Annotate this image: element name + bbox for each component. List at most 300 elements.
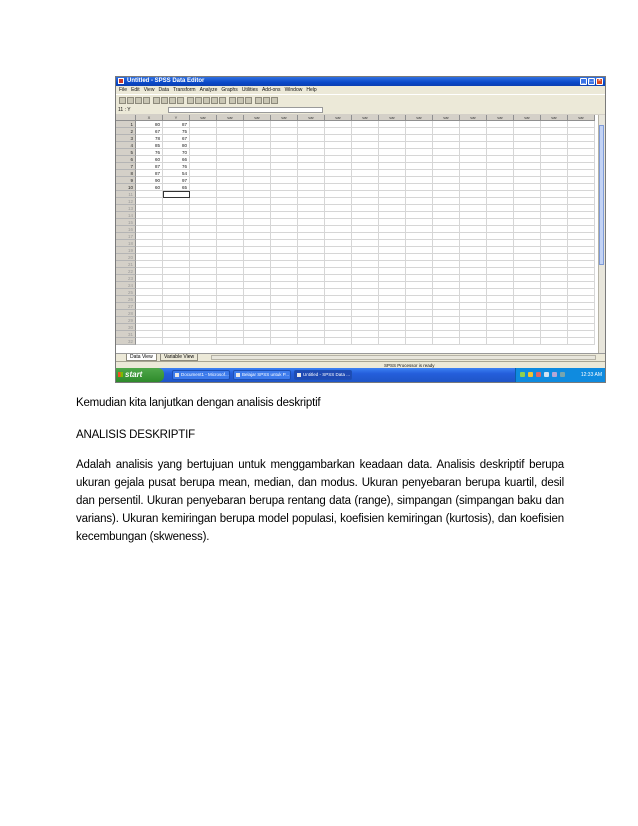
row-header[interactable]: 30 bbox=[116, 324, 136, 331]
data-cell[interactable] bbox=[163, 331, 190, 338]
data-cell[interactable] bbox=[298, 303, 325, 310]
data-cell[interactable] bbox=[190, 268, 217, 275]
data-cell[interactable] bbox=[325, 261, 352, 268]
data-cell[interactable] bbox=[514, 317, 541, 324]
data-cell[interactable] bbox=[514, 303, 541, 310]
data-cell[interactable] bbox=[514, 282, 541, 289]
data-cell[interactable] bbox=[460, 135, 487, 142]
row-header[interactable]: 16 bbox=[116, 226, 136, 233]
data-cell[interactable] bbox=[217, 121, 244, 128]
data-cell[interactable] bbox=[271, 205, 298, 212]
data-cell[interactable] bbox=[406, 303, 433, 310]
data-cell[interactable] bbox=[352, 324, 379, 331]
data-cell[interactable] bbox=[514, 219, 541, 226]
data-cell[interactable] bbox=[487, 135, 514, 142]
tab-variable-view[interactable]: Variable View bbox=[160, 354, 198, 361]
data-cell[interactable] bbox=[541, 226, 568, 233]
row-header[interactable]: 9 bbox=[116, 177, 136, 184]
row-header[interactable]: 20 bbox=[116, 254, 136, 261]
data-cell[interactable]: 80 bbox=[163, 142, 190, 149]
data-cell[interactable] bbox=[406, 205, 433, 212]
data-cell[interactable] bbox=[325, 247, 352, 254]
data-cell[interactable] bbox=[244, 324, 271, 331]
data-cell[interactable] bbox=[379, 191, 406, 198]
data-cell[interactable] bbox=[352, 289, 379, 296]
data-cell[interactable] bbox=[406, 324, 433, 331]
data-cell[interactable] bbox=[487, 198, 514, 205]
data-cell[interactable] bbox=[190, 135, 217, 142]
data-cell[interactable] bbox=[406, 149, 433, 156]
data-cell[interactable] bbox=[217, 135, 244, 142]
data-cell[interactable] bbox=[298, 177, 325, 184]
data-cell[interactable] bbox=[298, 282, 325, 289]
data-cell[interactable] bbox=[298, 324, 325, 331]
data-cell[interactable] bbox=[271, 170, 298, 177]
data-cell[interactable] bbox=[190, 163, 217, 170]
data-cell[interactable] bbox=[514, 163, 541, 170]
data-cell[interactable] bbox=[271, 212, 298, 219]
data-cell[interactable] bbox=[487, 247, 514, 254]
data-cell[interactable] bbox=[541, 331, 568, 338]
menu-item[interactable]: Utilities bbox=[241, 87, 258, 93]
data-cell[interactable] bbox=[271, 254, 298, 261]
data-cell[interactable] bbox=[190, 233, 217, 240]
data-cell[interactable] bbox=[514, 310, 541, 317]
data-cell[interactable] bbox=[541, 191, 568, 198]
column-header[interactable]: var bbox=[271, 115, 298, 121]
cell-edit-field[interactable] bbox=[168, 107, 323, 113]
data-cell[interactable] bbox=[487, 331, 514, 338]
data-cell[interactable] bbox=[541, 268, 568, 275]
data-cell[interactable] bbox=[568, 163, 595, 170]
data-cell[interactable] bbox=[460, 142, 487, 149]
data-cell[interactable] bbox=[406, 191, 433, 198]
data-cell[interactable] bbox=[244, 184, 271, 191]
data-cell[interactable] bbox=[379, 156, 406, 163]
data-cell[interactable] bbox=[379, 261, 406, 268]
data-cell[interactable] bbox=[514, 135, 541, 142]
data-cell[interactable] bbox=[568, 135, 595, 142]
row-header[interactable]: 26 bbox=[116, 296, 136, 303]
select-cases-icon[interactable] bbox=[237, 97, 244, 104]
data-cell[interactable] bbox=[487, 289, 514, 296]
data-cell[interactable] bbox=[514, 156, 541, 163]
data-cell[interactable]: 67 bbox=[136, 128, 163, 135]
row-header[interactable]: 8 bbox=[116, 170, 136, 177]
data-cell[interactable] bbox=[568, 177, 595, 184]
data-cell[interactable] bbox=[298, 135, 325, 142]
data-cell[interactable] bbox=[163, 317, 190, 324]
taskbar-item-spss[interactable] bbox=[294, 370, 352, 380]
data-cell[interactable] bbox=[325, 128, 352, 135]
data-cell[interactable] bbox=[163, 310, 190, 317]
data-cell[interactable] bbox=[325, 310, 352, 317]
data-cell[interactable]: 76 bbox=[136, 149, 163, 156]
data-cell[interactable] bbox=[190, 261, 217, 268]
data-cell[interactable] bbox=[244, 191, 271, 198]
print-icon[interactable] bbox=[135, 97, 142, 104]
data-cell[interactable] bbox=[190, 226, 217, 233]
data-cell[interactable] bbox=[433, 275, 460, 282]
data-cell[interactable] bbox=[487, 142, 514, 149]
data-cell[interactable] bbox=[271, 149, 298, 156]
data-cell[interactable] bbox=[352, 191, 379, 198]
data-cell[interactable] bbox=[325, 177, 352, 184]
data-cell[interactable] bbox=[541, 233, 568, 240]
data-cell[interactable] bbox=[487, 163, 514, 170]
data-cell[interactable] bbox=[379, 163, 406, 170]
row-header[interactable]: 25 bbox=[116, 289, 136, 296]
data-cell[interactable] bbox=[244, 156, 271, 163]
row-header[interactable]: 22 bbox=[116, 268, 136, 275]
split-file-icon[interactable] bbox=[219, 97, 226, 104]
data-cell[interactable] bbox=[433, 142, 460, 149]
data-cell[interactable] bbox=[136, 240, 163, 247]
data-cell[interactable] bbox=[163, 240, 190, 247]
data-cell[interactable] bbox=[433, 324, 460, 331]
data-cell[interactable] bbox=[433, 254, 460, 261]
data-cell[interactable] bbox=[136, 289, 163, 296]
data-cell[interactable] bbox=[460, 198, 487, 205]
tab-data-view[interactable]: Data View bbox=[126, 354, 157, 361]
data-cell[interactable] bbox=[136, 338, 163, 345]
data-cell[interactable] bbox=[379, 268, 406, 275]
data-cell[interactable] bbox=[352, 268, 379, 275]
data-cell[interactable] bbox=[406, 331, 433, 338]
data-cell[interactable] bbox=[325, 226, 352, 233]
data-cell[interactable]: 54 bbox=[163, 170, 190, 177]
data-cell[interactable] bbox=[244, 254, 271, 261]
data-cell[interactable] bbox=[541, 310, 568, 317]
data-cell[interactable] bbox=[433, 198, 460, 205]
data-cell[interactable] bbox=[433, 247, 460, 254]
data-cell[interactable] bbox=[460, 261, 487, 268]
row-header[interactable]: 32 bbox=[116, 338, 136, 345]
data-cell[interactable] bbox=[379, 128, 406, 135]
data-cell[interactable] bbox=[298, 184, 325, 191]
data-cell[interactable] bbox=[568, 317, 595, 324]
data-cell[interactable] bbox=[541, 142, 568, 149]
data-cell[interactable] bbox=[190, 310, 217, 317]
data-cell[interactable] bbox=[487, 170, 514, 177]
menu-item[interactable]: Edit bbox=[131, 87, 140, 93]
data-cell[interactable] bbox=[568, 170, 595, 177]
data-cell[interactable] bbox=[244, 261, 271, 268]
data-cell[interactable] bbox=[352, 261, 379, 268]
data-cell[interactable] bbox=[460, 205, 487, 212]
data-cell[interactable] bbox=[271, 240, 298, 247]
data-cell[interactable] bbox=[568, 254, 595, 261]
menu-item[interactable]: File bbox=[119, 87, 128, 93]
data-cell[interactable] bbox=[433, 282, 460, 289]
data-cell[interactable] bbox=[325, 331, 352, 338]
data-cell[interactable] bbox=[514, 121, 541, 128]
data-cell[interactable] bbox=[568, 121, 595, 128]
data-cell[interactable] bbox=[541, 296, 568, 303]
data-cell[interactable] bbox=[568, 212, 595, 219]
data-cell[interactable] bbox=[190, 149, 217, 156]
data-cell[interactable] bbox=[271, 233, 298, 240]
data-cell[interactable] bbox=[514, 324, 541, 331]
data-cell[interactable] bbox=[514, 226, 541, 233]
data-cell[interactable] bbox=[541, 338, 568, 345]
data-cell[interactable] bbox=[298, 247, 325, 254]
data-cell[interactable] bbox=[352, 219, 379, 226]
data-cell[interactable] bbox=[298, 156, 325, 163]
menu-item[interactable]: Data bbox=[158, 87, 169, 93]
data-cell[interactable] bbox=[568, 324, 595, 331]
data-cell[interactable]: 80 bbox=[136, 121, 163, 128]
data-cell[interactable] bbox=[190, 324, 217, 331]
data-cell[interactable] bbox=[406, 261, 433, 268]
data-cell[interactable] bbox=[244, 289, 271, 296]
data-cell[interactable] bbox=[271, 247, 298, 254]
tray-app-icon[interactable] bbox=[552, 372, 557, 377]
data-cell[interactable] bbox=[298, 254, 325, 261]
data-cell[interactable] bbox=[244, 303, 271, 310]
data-cell[interactable] bbox=[217, 219, 244, 226]
data-cell[interactable] bbox=[163, 338, 190, 345]
data-cell[interactable] bbox=[406, 268, 433, 275]
data-cell[interactable] bbox=[271, 219, 298, 226]
data-cell[interactable] bbox=[460, 149, 487, 156]
data-cell[interactable] bbox=[271, 282, 298, 289]
data-cell[interactable] bbox=[217, 205, 244, 212]
data-cell[interactable] bbox=[244, 142, 271, 149]
data-cell[interactable] bbox=[379, 177, 406, 184]
data-cell[interactable] bbox=[325, 142, 352, 149]
data-cell[interactable] bbox=[217, 247, 244, 254]
data-cell[interactable] bbox=[433, 177, 460, 184]
data-cell[interactable] bbox=[568, 275, 595, 282]
data-cell[interactable] bbox=[352, 338, 379, 345]
row-header[interactable]: 14 bbox=[116, 212, 136, 219]
data-cell[interactable] bbox=[163, 219, 190, 226]
data-cell[interactable] bbox=[271, 156, 298, 163]
data-cell[interactable] bbox=[487, 121, 514, 128]
data-cell[interactable] bbox=[217, 331, 244, 338]
data-cell[interactable] bbox=[541, 212, 568, 219]
data-cell[interactable] bbox=[298, 296, 325, 303]
data-cell[interactable] bbox=[271, 261, 298, 268]
data-cell[interactable] bbox=[568, 289, 595, 296]
data-cell[interactable] bbox=[244, 226, 271, 233]
row-header[interactable]: 28 bbox=[116, 310, 136, 317]
data-cell[interactable] bbox=[406, 289, 433, 296]
data-cell[interactable] bbox=[433, 317, 460, 324]
data-cell[interactable] bbox=[244, 177, 271, 184]
data-cell[interactable] bbox=[298, 198, 325, 205]
data-cell[interactable]: 60 bbox=[136, 184, 163, 191]
data-cell[interactable] bbox=[136, 310, 163, 317]
data-cell[interactable] bbox=[379, 170, 406, 177]
data-cell[interactable] bbox=[136, 324, 163, 331]
data-cell[interactable] bbox=[190, 275, 217, 282]
data-cell[interactable] bbox=[325, 163, 352, 170]
data-cell[interactable] bbox=[568, 226, 595, 233]
value-labels-icon[interactable] bbox=[245, 97, 252, 104]
data-cell[interactable] bbox=[487, 324, 514, 331]
data-cell[interactable] bbox=[379, 303, 406, 310]
data-cell[interactable] bbox=[217, 261, 244, 268]
data-cell[interactable] bbox=[460, 338, 487, 345]
data-cell[interactable] bbox=[298, 268, 325, 275]
data-cell[interactable] bbox=[514, 233, 541, 240]
data-cell[interactable] bbox=[514, 184, 541, 191]
vertical-scrollbar[interactable] bbox=[598, 115, 605, 353]
minimize-icon[interactable]: _ bbox=[581, 78, 586, 84]
data-cell[interactable] bbox=[163, 261, 190, 268]
data-cell[interactable] bbox=[352, 254, 379, 261]
menu-item[interactable]: Analyze bbox=[199, 87, 218, 93]
data-cell[interactable] bbox=[352, 310, 379, 317]
data-cell[interactable] bbox=[190, 247, 217, 254]
data-cell[interactable] bbox=[541, 317, 568, 324]
data-cell[interactable] bbox=[271, 289, 298, 296]
row-header[interactable]: 21 bbox=[116, 261, 136, 268]
data-cell[interactable] bbox=[163, 247, 190, 254]
data-cell[interactable] bbox=[541, 128, 568, 135]
data-cell[interactable] bbox=[487, 184, 514, 191]
row-header[interactable]: 5 bbox=[116, 149, 136, 156]
data-cell[interactable] bbox=[217, 303, 244, 310]
data-cell[interactable] bbox=[352, 177, 379, 184]
data-cell[interactable] bbox=[352, 240, 379, 247]
data-cell[interactable] bbox=[190, 142, 217, 149]
data-cell[interactable] bbox=[271, 226, 298, 233]
data-cell[interactable] bbox=[433, 135, 460, 142]
data-cell[interactable] bbox=[460, 233, 487, 240]
data-cell[interactable] bbox=[514, 254, 541, 261]
data-cell[interactable] bbox=[136, 205, 163, 212]
data-cell[interactable] bbox=[325, 219, 352, 226]
data-cell[interactable] bbox=[541, 149, 568, 156]
data-cell[interactable] bbox=[568, 205, 595, 212]
data-cell[interactable] bbox=[541, 303, 568, 310]
data-cell[interactable] bbox=[190, 219, 217, 226]
data-cell[interactable] bbox=[325, 324, 352, 331]
goto-chart-icon[interactable] bbox=[169, 97, 176, 104]
data-cell[interactable] bbox=[163, 296, 190, 303]
scroll-thumb[interactable] bbox=[599, 125, 604, 265]
data-cell[interactable] bbox=[460, 226, 487, 233]
data-cell[interactable]: 65 bbox=[163, 184, 190, 191]
data-cell[interactable] bbox=[298, 163, 325, 170]
data-cell[interactable] bbox=[271, 198, 298, 205]
data-cell[interactable] bbox=[136, 317, 163, 324]
data-cell[interactable] bbox=[487, 268, 514, 275]
data-cell[interactable] bbox=[433, 261, 460, 268]
data-cell[interactable] bbox=[514, 142, 541, 149]
row-header[interactable]: 6 bbox=[116, 156, 136, 163]
data-cell[interactable]: 87 bbox=[136, 163, 163, 170]
data-cell[interactable]: 60 bbox=[136, 156, 163, 163]
data-cell[interactable] bbox=[406, 254, 433, 261]
data-cell[interactable] bbox=[244, 233, 271, 240]
data-cell[interactable] bbox=[163, 212, 190, 219]
data-cell[interactable] bbox=[568, 191, 595, 198]
data-cell[interactable] bbox=[190, 240, 217, 247]
data-cell[interactable] bbox=[460, 268, 487, 275]
data-cell[interactable] bbox=[487, 219, 514, 226]
data-cell[interactable] bbox=[487, 317, 514, 324]
data-cell[interactable] bbox=[163, 191, 190, 198]
data-cell[interactable] bbox=[244, 219, 271, 226]
data-cell[interactable] bbox=[325, 233, 352, 240]
data-cell[interactable] bbox=[514, 261, 541, 268]
data-cell[interactable] bbox=[325, 149, 352, 156]
data-cell[interactable] bbox=[325, 135, 352, 142]
menu-item[interactable]: Window bbox=[284, 87, 303, 93]
menu-item[interactable]: Add-ons bbox=[261, 87, 281, 93]
data-cell[interactable] bbox=[271, 135, 298, 142]
data-cell[interactable] bbox=[379, 247, 406, 254]
data-cell[interactable] bbox=[460, 310, 487, 317]
data-cell[interactable] bbox=[460, 282, 487, 289]
data-cell[interactable] bbox=[271, 331, 298, 338]
row-header[interactable]: 17 bbox=[116, 233, 136, 240]
data-cell[interactable]: 67 bbox=[163, 135, 190, 142]
data-cell[interactable] bbox=[244, 317, 271, 324]
data-cell[interactable] bbox=[568, 219, 595, 226]
data-cell[interactable] bbox=[379, 310, 406, 317]
column-header[interactable]: X bbox=[136, 115, 163, 121]
data-cell[interactable] bbox=[487, 177, 514, 184]
data-cell[interactable] bbox=[406, 240, 433, 247]
data-cell[interactable] bbox=[379, 324, 406, 331]
data-cell[interactable] bbox=[190, 317, 217, 324]
data-cell[interactable] bbox=[379, 296, 406, 303]
data-cell[interactable] bbox=[217, 170, 244, 177]
data-cell[interactable] bbox=[379, 142, 406, 149]
data-cell[interactable] bbox=[352, 275, 379, 282]
data-cell[interactable] bbox=[406, 226, 433, 233]
volume-icon[interactable] bbox=[544, 372, 549, 377]
data-cell[interactable] bbox=[379, 233, 406, 240]
data-cell[interactable] bbox=[163, 254, 190, 261]
data-cell[interactable] bbox=[244, 205, 271, 212]
data-cell[interactable] bbox=[514, 191, 541, 198]
data-cell[interactable]: 70 bbox=[163, 149, 190, 156]
data-cell[interactable] bbox=[514, 198, 541, 205]
data-cell[interactable] bbox=[379, 219, 406, 226]
row-header[interactable]: 7 bbox=[116, 163, 136, 170]
data-cell[interactable] bbox=[163, 198, 190, 205]
data-cell[interactable] bbox=[460, 121, 487, 128]
data-cell[interactable] bbox=[406, 128, 433, 135]
data-cell[interactable] bbox=[190, 338, 217, 345]
data-cell[interactable] bbox=[541, 170, 568, 177]
data-cell[interactable] bbox=[433, 310, 460, 317]
data-cell[interactable] bbox=[406, 219, 433, 226]
data-cell[interactable] bbox=[190, 170, 217, 177]
data-cell[interactable] bbox=[541, 135, 568, 142]
data-cell[interactable] bbox=[541, 163, 568, 170]
close-icon[interactable]: × bbox=[597, 78, 602, 84]
menu-item[interactable]: Transform bbox=[173, 87, 196, 93]
data-cell[interactable] bbox=[379, 338, 406, 345]
data-cell[interactable] bbox=[163, 268, 190, 275]
data-cell[interactable] bbox=[487, 240, 514, 247]
column-header[interactable]: var bbox=[379, 115, 406, 121]
data-cell[interactable] bbox=[541, 261, 568, 268]
data-cell[interactable] bbox=[217, 177, 244, 184]
data-cell[interactable] bbox=[406, 156, 433, 163]
save-icon[interactable] bbox=[127, 97, 134, 104]
data-cell[interactable] bbox=[298, 338, 325, 345]
data-cell[interactable] bbox=[433, 121, 460, 128]
data-cell[interactable] bbox=[298, 191, 325, 198]
